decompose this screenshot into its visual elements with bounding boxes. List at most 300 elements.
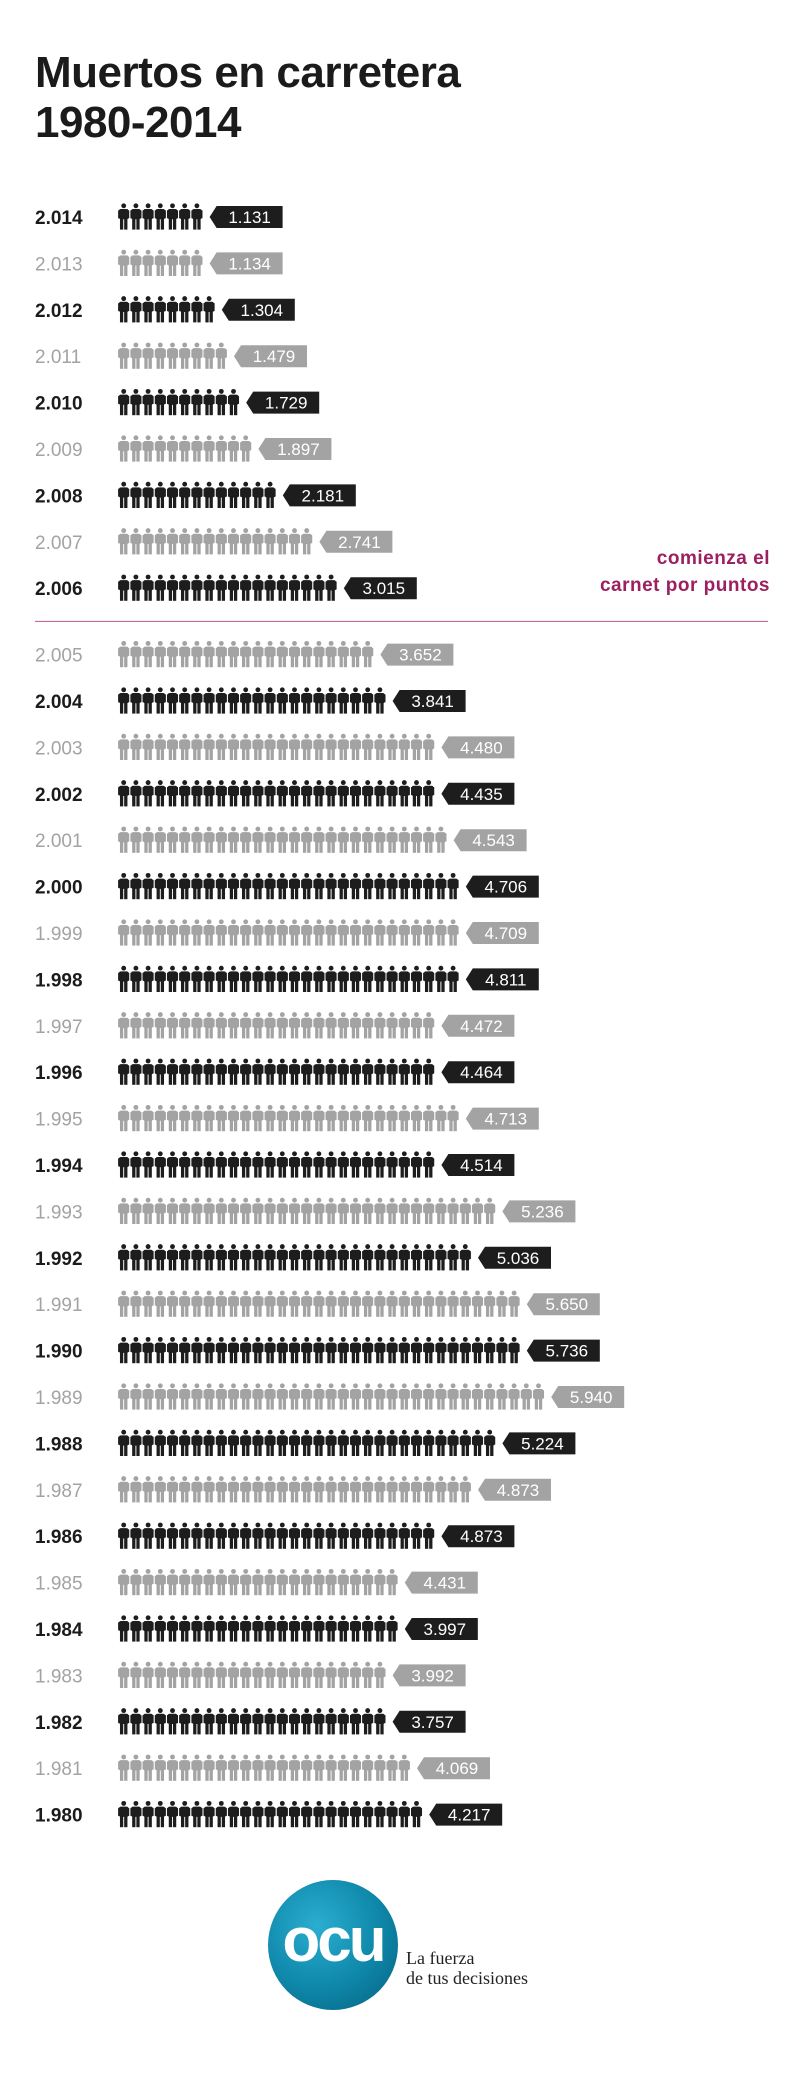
person-icon [191, 1476, 202, 1502]
person-icon [399, 1523, 410, 1549]
person-icon [118, 528, 129, 554]
person-icon [240, 1755, 251, 1781]
person-icon [399, 1244, 410, 1270]
chart-row [35, 780, 514, 806]
person-icon [240, 1662, 251, 1688]
value-label: 3.997 [423, 1620, 467, 1639]
person-icon [387, 1151, 398, 1177]
value-label: 1.729 [264, 393, 308, 413]
person-icon [204, 734, 215, 760]
person-icon [265, 1059, 276, 1085]
person-icon [167, 966, 178, 992]
person-icon [252, 1662, 263, 1688]
person-icon [118, 1337, 129, 1363]
person-icon [472, 1198, 483, 1224]
person-icon [301, 1662, 312, 1688]
person-icon [216, 1244, 227, 1270]
person-icon [423, 1523, 434, 1549]
person-icon [252, 1430, 263, 1456]
person-icon [252, 1523, 263, 1549]
person-icon [240, 1012, 251, 1038]
person-icon [289, 641, 300, 667]
person-icon [277, 827, 288, 853]
person-icon [240, 575, 251, 601]
person-icon [130, 641, 141, 667]
person-icon [313, 873, 324, 899]
person-icon [191, 827, 202, 853]
chart-row [35, 1801, 502, 1827]
person-icon [338, 1059, 349, 1085]
person-icon [191, 1662, 202, 1688]
person-icon [338, 873, 349, 899]
year-label: 2.006 [35, 579, 83, 601]
value-label: 2.741 [338, 532, 381, 552]
person-icon [387, 1337, 398, 1363]
person-icon [313, 1476, 324, 1502]
person-icon [313, 1059, 324, 1085]
person-icon [118, 1105, 129, 1131]
person-icon [179, 1105, 190, 1131]
person-icon [265, 482, 276, 508]
person-icon [435, 1198, 446, 1224]
person-icon [399, 1476, 410, 1502]
year-label: 1.984 [35, 1620, 83, 1641]
person-icon [338, 1801, 349, 1827]
person-icon [350, 919, 361, 945]
person-icon [484, 1383, 495, 1409]
chart-row [35, 1244, 551, 1270]
ocu-logo [268, 1880, 588, 2010]
person-icon [448, 1337, 459, 1363]
person-icon [228, 827, 239, 853]
person-icon [204, 482, 215, 508]
chart-row [35, 528, 392, 554]
person-icon [448, 1430, 459, 1456]
person-icon [289, 966, 300, 992]
title-line-1: Muertos en carretera [35, 48, 461, 97]
person-icon [338, 1662, 349, 1688]
person-icon [130, 1755, 141, 1781]
person-icon [265, 1615, 276, 1641]
person-icon [374, 1059, 385, 1085]
person-icon [143, 1012, 154, 1038]
person-icon [399, 1383, 410, 1409]
person-icon [191, 966, 202, 992]
person-icon [301, 1337, 312, 1363]
person-icon [326, 1291, 337, 1317]
person-icon [130, 919, 141, 945]
person-icon [143, 1430, 154, 1456]
person-icon [301, 1569, 312, 1595]
person-icon [143, 482, 154, 508]
year-label: 1.994 [35, 1156, 83, 1177]
chart-row [35, 389, 319, 415]
person-icon [313, 1662, 324, 1688]
person-icon [118, 203, 129, 229]
person-icon [265, 1708, 276, 1734]
person-icon [374, 734, 385, 760]
person-icon [118, 343, 129, 369]
person-icon [143, 1337, 154, 1363]
person-icon [326, 1755, 337, 1781]
person-icon [362, 1337, 373, 1363]
person-icon [362, 1615, 373, 1641]
person-icon [374, 1615, 385, 1641]
person-icon [228, 1615, 239, 1641]
person-icon [301, 1430, 312, 1456]
person-icon [423, 1291, 434, 1317]
person-icon [289, 1337, 300, 1363]
value-label: 4.811 [485, 970, 527, 990]
person-icon [155, 1337, 166, 1363]
person-icon [277, 1801, 288, 1827]
person-icon [228, 1105, 239, 1131]
person-icon [167, 1708, 178, 1734]
person-icon [130, 528, 141, 554]
person-icon [143, 203, 154, 229]
person-icon [289, 1198, 300, 1224]
person-icon [301, 1523, 312, 1549]
person-icon [399, 966, 410, 992]
person-icon [350, 1105, 361, 1131]
person-icon [252, 1569, 263, 1595]
person-icon [313, 1383, 324, 1409]
person-icon [399, 1337, 410, 1363]
person-icon [484, 1198, 495, 1224]
person-icon [277, 1476, 288, 1502]
person-icon [252, 687, 263, 713]
person-icon [338, 1291, 349, 1317]
person-icon [301, 1383, 312, 1409]
person-icon [387, 1801, 398, 1827]
person-icon [143, 687, 154, 713]
person-icon [326, 1708, 337, 1734]
person-icon [167, 296, 178, 322]
person-icon [350, 641, 361, 667]
person-icon [252, 1615, 263, 1641]
person-icon [362, 1523, 373, 1549]
person-icon [179, 1615, 190, 1641]
person-icon [179, 919, 190, 945]
person-icon [496, 1291, 507, 1317]
person-icon [143, 827, 154, 853]
person-icon [216, 1337, 227, 1363]
person-icon [118, 1012, 129, 1038]
person-icon [216, 1105, 227, 1131]
person-icon [313, 1755, 324, 1781]
person-icon [399, 1198, 410, 1224]
person-icon [118, 873, 129, 899]
person-icon [338, 1337, 349, 1363]
year-label: 2.011 [35, 347, 82, 369]
person-icon [338, 1383, 349, 1409]
person-icon [204, 1291, 215, 1317]
person-icon [216, 734, 227, 760]
person-icon [240, 1291, 251, 1317]
person-icon [411, 1012, 422, 1038]
person-icon [374, 780, 385, 806]
person-icon [216, 1151, 227, 1177]
person-icon [252, 966, 263, 992]
person-icon [252, 528, 263, 554]
person-icon [167, 1801, 178, 1827]
person-icon [130, 343, 141, 369]
person-icon [240, 827, 251, 853]
person-icon [216, 1523, 227, 1549]
person-icon [143, 641, 154, 667]
person-icon [204, 1012, 215, 1038]
person-icon [179, 1755, 190, 1781]
value-label: 5.036 [496, 1248, 540, 1268]
person-icon [362, 1755, 373, 1781]
person-icon [228, 1059, 239, 1085]
person-icon [277, 919, 288, 945]
person-icon [362, 1708, 373, 1734]
person-icon [167, 734, 178, 760]
person-icon [191, 528, 202, 554]
person-icon [167, 1198, 178, 1224]
value-label: 1.134 [228, 254, 271, 274]
person-icon [216, 528, 227, 554]
person-icon [423, 1105, 434, 1131]
person-icon [387, 1383, 398, 1409]
person-icon [448, 873, 459, 899]
person-icon [326, 734, 337, 760]
person-icon [155, 250, 166, 276]
person-icon [228, 435, 239, 461]
person-icon [472, 1430, 483, 1456]
person-icon [167, 575, 178, 601]
person-icon [423, 734, 434, 760]
person-icon [155, 919, 166, 945]
person-icon [326, 687, 337, 713]
person-icon [338, 1708, 349, 1734]
person-icon [326, 1383, 337, 1409]
person-icon [228, 966, 239, 992]
person-icon [252, 1059, 263, 1085]
person-icon [204, 1569, 215, 1595]
person-icon [130, 1523, 141, 1549]
chart-row [35, 482, 356, 508]
person-icon [289, 1708, 300, 1734]
person-icon [118, 1615, 129, 1641]
person-icon [216, 1801, 227, 1827]
person-icon [301, 575, 312, 601]
person-icon [362, 1569, 373, 1595]
person-icon [265, 1569, 276, 1595]
person-icon [204, 1476, 215, 1502]
person-icon [313, 1430, 324, 1456]
chart-row [35, 250, 283, 276]
person-icon [228, 1337, 239, 1363]
person-icon [313, 1523, 324, 1549]
person-icon [289, 687, 300, 713]
person-icon [216, 873, 227, 899]
person-icon [216, 1012, 227, 1038]
person-icon [326, 1059, 337, 1085]
year-label: 2.010 [35, 393, 83, 415]
person-icon [374, 1291, 385, 1317]
person-icon [460, 1383, 471, 1409]
person-icon [216, 780, 227, 806]
value-label: 1.897 [277, 440, 320, 459]
chart-row [35, 203, 283, 229]
person-icon [252, 482, 263, 508]
person-icon [228, 1662, 239, 1688]
person-icon [191, 1291, 202, 1317]
person-icon [350, 1151, 361, 1177]
year-label: 1.993 [35, 1202, 83, 1224]
person-icon [179, 1801, 190, 1827]
person-icon [435, 1337, 446, 1363]
person-icon [374, 1337, 385, 1363]
person-icon [204, 827, 215, 853]
person-icon [265, 1430, 276, 1456]
year-label: 2.001 [35, 831, 83, 853]
chart-row [35, 1337, 600, 1363]
person-icon [191, 1615, 202, 1641]
person-icon [143, 575, 154, 601]
chart-row [35, 575, 417, 601]
person-icon [338, 1523, 349, 1549]
person-icon [143, 734, 154, 760]
year-label: 1.985 [35, 1573, 83, 1595]
person-icon [130, 203, 141, 229]
person-icon [155, 343, 166, 369]
person-icon [289, 1244, 300, 1270]
person-icon [460, 1476, 471, 1502]
person-icon [204, 780, 215, 806]
person-icon [301, 1198, 312, 1224]
value-label: 3.652 [399, 645, 442, 665]
person-icon [509, 1291, 520, 1317]
person-icon [191, 734, 202, 760]
person-icon [130, 1059, 141, 1085]
tagline-line-1: La fuerza [406, 1948, 475, 1968]
person-icon [448, 1198, 459, 1224]
person-icon [265, 528, 276, 554]
person-icon [399, 780, 410, 806]
person-icon [472, 1337, 483, 1363]
person-icon [399, 1105, 410, 1131]
value-label: 1.479 [252, 347, 296, 367]
person-icon [167, 1662, 178, 1688]
person-icon [167, 641, 178, 667]
person-icon [374, 1198, 385, 1224]
person-icon [143, 343, 154, 369]
person-icon [399, 1151, 410, 1177]
person-icon [228, 1383, 239, 1409]
person-icon [289, 827, 300, 853]
person-icon [216, 687, 227, 713]
person-icon [167, 687, 178, 713]
person-icon [130, 435, 141, 461]
person-icon [143, 1291, 154, 1317]
person-icon [155, 687, 166, 713]
value-label: 3.992 [411, 1666, 454, 1686]
person-icon [143, 873, 154, 899]
person-icon [191, 1430, 202, 1456]
person-icon [435, 1291, 446, 1317]
person-icon [338, 919, 349, 945]
person-icon [533, 1383, 544, 1409]
person-icon [387, 1476, 398, 1502]
person-icon [155, 873, 166, 899]
person-icon [240, 687, 251, 713]
person-icon [289, 1105, 300, 1131]
person-icon [179, 435, 190, 461]
person-icon [167, 1523, 178, 1549]
person-icon [313, 687, 324, 713]
person-icon [301, 687, 312, 713]
person-icon [118, 919, 129, 945]
person-icon [204, 1801, 215, 1827]
person-icon [289, 1476, 300, 1502]
person-icon [387, 734, 398, 760]
person-icon [252, 1291, 263, 1317]
person-icon [252, 1244, 263, 1270]
person-icon [301, 1708, 312, 1734]
year-label: 2.002 [35, 784, 83, 806]
person-icon [411, 1244, 422, 1270]
person-icon [216, 966, 227, 992]
person-icon [350, 1615, 361, 1641]
person-icon [338, 966, 349, 992]
person-icon [326, 919, 337, 945]
person-icon [240, 1198, 251, 1224]
person-icon [204, 1430, 215, 1456]
person-icon [191, 1337, 202, 1363]
person-icon [362, 734, 373, 760]
person-icon [350, 873, 361, 899]
person-icon [289, 1151, 300, 1177]
person-icon [301, 827, 312, 853]
person-icon [191, 1383, 202, 1409]
person-icon [204, 343, 215, 369]
person-icon [216, 1198, 227, 1224]
person-icon [277, 1708, 288, 1734]
person-icon [313, 780, 324, 806]
person-icon [240, 482, 251, 508]
person-icon [423, 1012, 434, 1038]
year-label: 1.981 [35, 1759, 83, 1781]
person-icon [155, 1151, 166, 1177]
chart-row [35, 1105, 539, 1131]
person-icon [130, 1012, 141, 1038]
person-icon [362, 919, 373, 945]
person-icon [277, 734, 288, 760]
person-icon [167, 1337, 178, 1363]
person-icon [118, 435, 129, 461]
person-icon [155, 1662, 166, 1688]
person-icon [204, 528, 215, 554]
person-icon [118, 1244, 129, 1270]
person-icon [399, 873, 410, 899]
person-icon [265, 919, 276, 945]
person-icon [143, 919, 154, 945]
person-icon [143, 1708, 154, 1734]
person-icon [374, 687, 385, 713]
person-icon [216, 482, 227, 508]
person-icon [143, 1615, 154, 1641]
person-icon [387, 1291, 398, 1317]
person-icon [240, 1476, 251, 1502]
person-icon [155, 1291, 166, 1317]
person-icon [118, 296, 129, 322]
person-icon [130, 1198, 141, 1224]
person-icon [289, 1662, 300, 1688]
value-label: 3.757 [411, 1712, 454, 1732]
